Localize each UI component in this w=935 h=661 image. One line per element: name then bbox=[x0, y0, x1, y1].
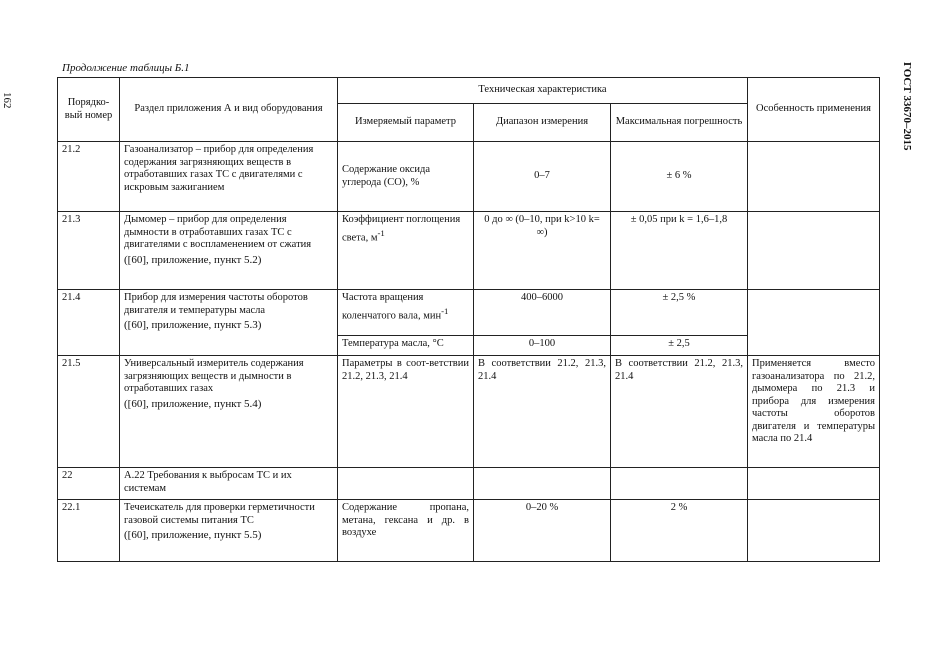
row-param-cell bbox=[338, 290, 474, 336]
row-error: ± 6 % bbox=[611, 142, 748, 212]
row-desc-cell bbox=[120, 500, 338, 562]
row-range-2: 0–100 bbox=[474, 336, 611, 356]
header-section: Раздел приложения А и вид оборудования bbox=[120, 78, 338, 142]
row-ref: ([60], приложение, пункт 5.3) bbox=[124, 319, 262, 331]
row-feature: Применяется вместо газоанализатора по 21.2, дымомера по 21.3 и прибора для измерения частоты оборотов двигателя и температуры масла по 21.4 bbox=[748, 356, 880, 468]
row-param-sup: -1 bbox=[441, 305, 449, 316]
table-row bbox=[58, 142, 880, 212]
table-row bbox=[58, 468, 880, 500]
table-row bbox=[58, 290, 880, 336]
row-feature bbox=[748, 290, 880, 356]
row-num: 21.3 bbox=[58, 212, 120, 290]
row-param: Содержание оксида углерода (СО), % bbox=[338, 142, 474, 212]
row-ref: ([60], приложение, пункт 5.2) bbox=[124, 253, 262, 266]
row-desc-cell bbox=[120, 212, 338, 290]
row-desc: Дымомер – прибор для определения дымности в отработавших газах ТС с двигателями с воспламенением от сжатия bbox=[124, 214, 312, 250]
row-param-cell bbox=[338, 212, 474, 290]
header-num: Порядко-вый номер bbox=[58, 78, 120, 142]
row-param-sup: -1 bbox=[377, 227, 385, 238]
row-error: В соответствии 21.2, 21.3, 21.4 bbox=[611, 356, 748, 468]
row-range: В соответствии 21.2, 21.3, 21.4 bbox=[474, 356, 611, 468]
row-range: 400–6000 bbox=[474, 290, 611, 336]
page-number: 162 bbox=[1, 92, 13, 109]
row-param: Частота вращения коленчатого вала, мин bbox=[342, 292, 442, 321]
row-num: 21.4 bbox=[58, 290, 120, 356]
row-param-2: Температура масла, °С bbox=[338, 336, 474, 356]
row-error bbox=[611, 468, 748, 500]
header-param: Измеряемый параметр bbox=[338, 104, 474, 142]
row-range: 0–7 bbox=[474, 142, 611, 212]
row-feature bbox=[748, 500, 880, 562]
row-error-2: ± 2,5 bbox=[611, 336, 748, 356]
row-feature bbox=[748, 212, 880, 290]
header-feature: Особенность применения bbox=[748, 78, 880, 142]
row-ref: ([60], приложение, пункт 5.5) bbox=[124, 529, 262, 541]
row-desc: Прибор для измерения частоты оборотов двигателя и температуры масла bbox=[124, 292, 308, 316]
data-table bbox=[57, 77, 880, 562]
row-range: 0–20 % bbox=[474, 500, 611, 562]
table-row bbox=[58, 500, 880, 562]
row-num: 21.5 bbox=[58, 356, 120, 468]
row-desc: Течеискатель для проверки герметичности газовой системы питания ТС bbox=[124, 502, 315, 526]
row-range: 0 до ∞ (0–10, при k>10 k= ∞) bbox=[474, 212, 611, 290]
row-error: 2 % bbox=[611, 500, 748, 562]
row-error: ± 0,05 при k = 1,6–1,8 bbox=[611, 212, 748, 290]
row-param: Содержание пропана, метана, гексана и др. в воздухе bbox=[338, 500, 474, 562]
row-num: 22 bbox=[58, 468, 120, 500]
table-caption: Продолжение таблицы Б.1 bbox=[62, 62, 190, 74]
row-error: ± 2,5 % bbox=[611, 290, 748, 336]
row-param: Параметры в соот-ветствии 21.2, 21.3, 21.4 bbox=[338, 356, 474, 468]
row-desc: А.22 Требования к выбросам ТС и их системам bbox=[120, 468, 338, 500]
header-range: Диапазон измерения bbox=[474, 104, 611, 142]
standard-designation: ГОСТ 33670–2015 bbox=[901, 62, 913, 151]
row-feature bbox=[748, 142, 880, 212]
row-ref: ([60], приложение, пункт 5.4) bbox=[124, 397, 262, 410]
row-num: 21.2 bbox=[58, 142, 120, 212]
table-row bbox=[58, 212, 880, 290]
row-desc-cell bbox=[120, 290, 338, 356]
row-desc-cell bbox=[120, 356, 338, 468]
row-param bbox=[338, 468, 474, 500]
row-feature bbox=[748, 468, 880, 500]
row-param: Коэффициент поглощения света, м bbox=[342, 214, 461, 243]
header-error: Максимальная погрешность bbox=[611, 104, 748, 142]
header-tech: Техническая характеристика bbox=[338, 78, 748, 104]
table-row bbox=[58, 356, 880, 468]
row-num: 22.1 bbox=[58, 500, 120, 562]
row-desc: Универсальный измеритель содержания загрязняющих веществ и дымности в отработавших газах bbox=[124, 358, 304, 394]
row-range bbox=[474, 468, 611, 500]
row-desc: Газоанализатор – прибор для определения содержания загрязняющих веществ в отработавших газах ТС с двигателями с искровым зажиганием bbox=[120, 142, 338, 212]
